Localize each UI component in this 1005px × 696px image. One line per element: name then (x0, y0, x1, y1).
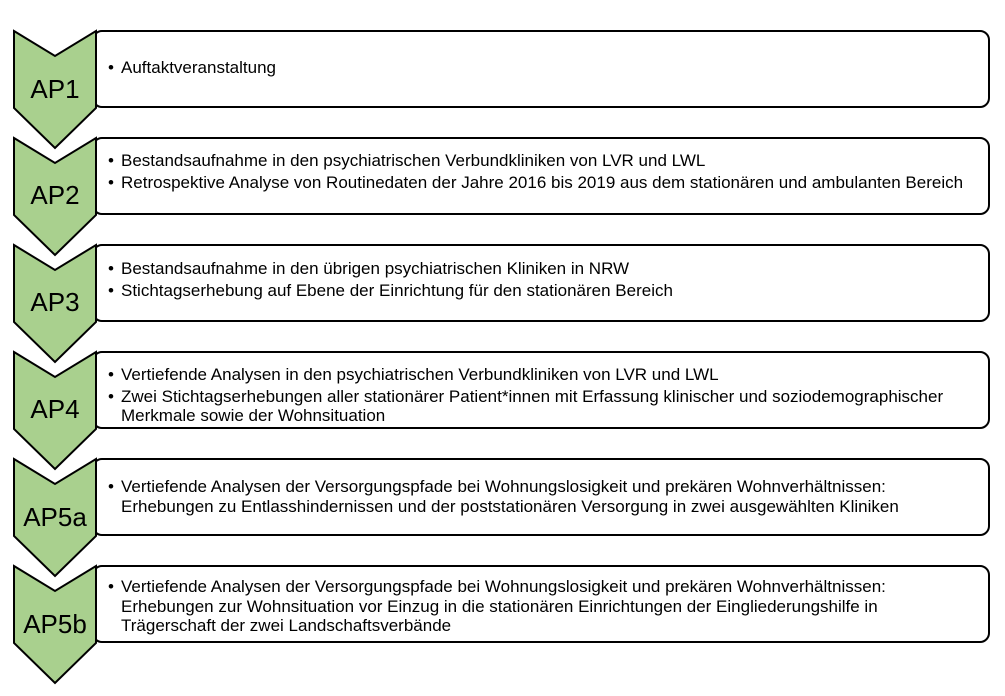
phase-bullet-list (108, 577, 975, 638)
phase-bullet-list (108, 58, 975, 80)
phase-row (0, 351, 1005, 471)
phase-row (0, 137, 1005, 257)
phase-row (0, 565, 1005, 685)
phase-row (0, 244, 1005, 364)
phase-bullet-list (108, 259, 975, 302)
phase-label: AP1 (30, 74, 80, 104)
phase-label: AP5a (23, 502, 87, 532)
phase-bullet-item: • Zwei Stichtagserhebungen aller stationärer Patient*innen mit Erfassung klinischer und soziodemographischer Merkmale sowie der Wohnsituation (108, 387, 975, 426)
phase-label: AP5b (23, 609, 87, 639)
phase-bullet-list (108, 365, 975, 428)
phase-bullet-item: • Bestandsaufnahme in den psychiatrischen Verbundkliniken von LVR und LWL (108, 151, 975, 171)
phase-bullet-list (108, 477, 975, 518)
phase-bullet-item: • Retrospektive Analyse von Routinedaten der Jahre 2016 bis 2019 aus dem stationären und ambulanten Bereich (108, 173, 975, 193)
phase-bullet-item: • Vertiefende Analysen in den psychiatrischen Verbundkliniken von LVR und LWL (108, 365, 975, 385)
phase-bullet-item: • Auftaktveranstaltung (108, 58, 975, 78)
phase-bullet-item: • Stichtagserhebung auf Ebene der Einrichtung für den stationären Bereich (108, 281, 975, 301)
phase-label: AP2 (30, 180, 80, 210)
phase-row (0, 30, 1005, 150)
phase-bullet-item: • Vertiefende Analysen der Versorgungspfade bei Wohnungslosigkeit und prekären Wohnverhältnissen: Erhebungen zur Wohnsituation vor Einzug in die stationären Einrichtungen der Eingliederungshilfe in Trägerschaft der zwei Landschaftsverbände (108, 577, 975, 636)
phase-bullet-item: • Vertiefende Analysen der Versorgungspfade bei Wohnungslosigkeit und prekären Wohnverhältnissen: Erhebungen zu Entlasshindernissen und der poststationären Versorgung in zwei ausgewählten Kliniken (108, 477, 975, 516)
phase-label: AP3 (30, 287, 80, 317)
phase-row (0, 458, 1005, 578)
phase-bullet-list (108, 151, 975, 194)
phase-bullet-item: • Bestandsaufnahme in den übrigen psychiatrischen Kliniken in NRW (108, 259, 975, 279)
phase-label: AP4 (30, 394, 80, 424)
